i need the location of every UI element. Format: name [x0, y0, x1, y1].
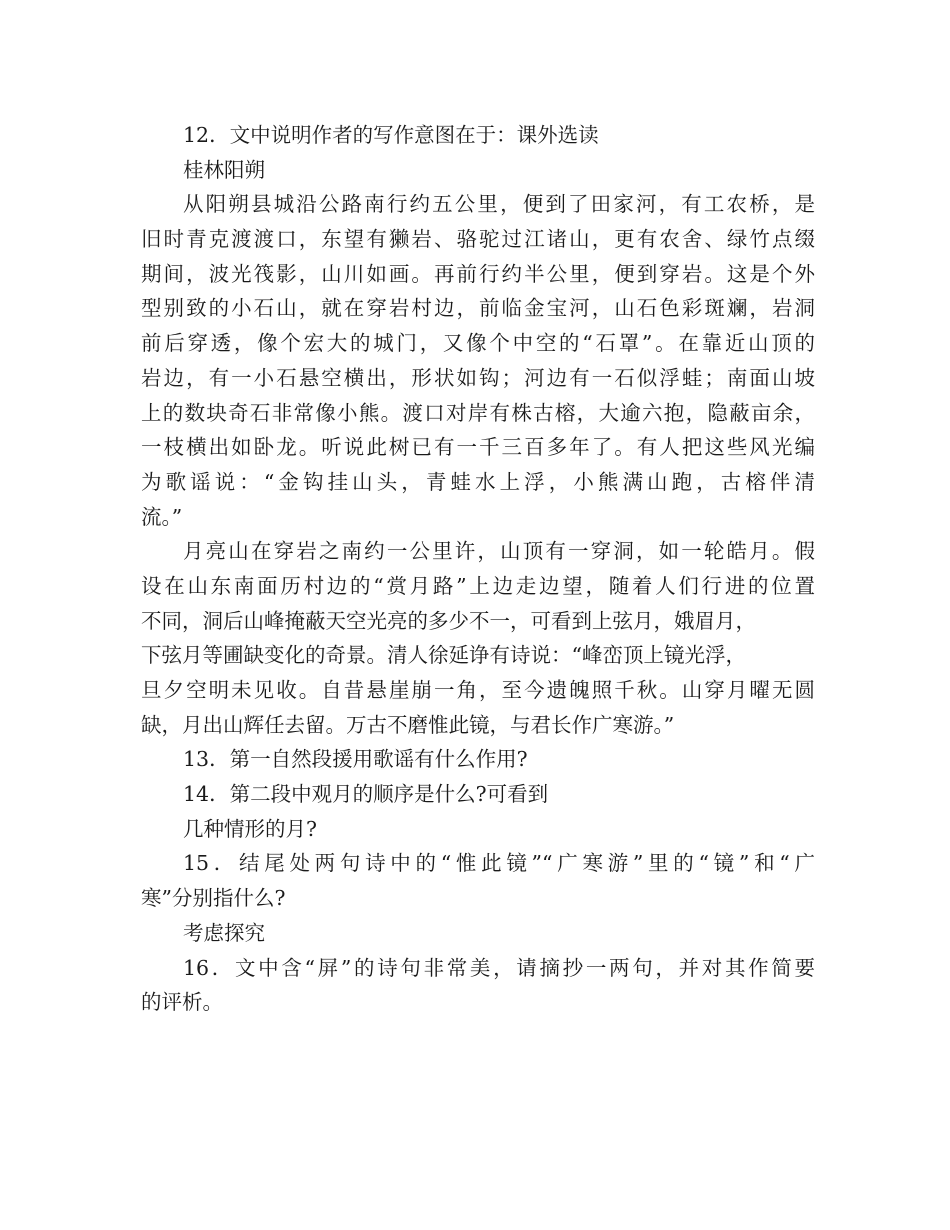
document-body — [141, 118, 815, 1020]
paragraph-1-line: 为歌谣说：“金钩挂山头，青蛙水上浮，小熊满山跑，古榕伴清 — [141, 469, 815, 494]
paragraph-2-line: 下弦月等圃缺变化的奇景。清人徐延诤有诗说：“峰峦顶上镜光浮， — [141, 643, 746, 668]
paragraph-2-line: 旦夕空明未见收。自昔悬崖崩一角，至今遗魄照千秋。山穿月曜无圆 — [141, 678, 815, 702]
paragraph-1-line: 期间，波光筏影，山川如画。再前行约半公里，便到穿岩。这是个外 — [141, 261, 815, 286]
paragraph-1-line: 旧时青克渡渡口，东望有獭岩、骆驼过江诸山，更有农舍、绿竹点缀 — [141, 227, 815, 252]
paragraph-1-line: 前后穿透，像个宏大的城门，又像个中空的“石罩”。在靠近山顶的 — [141, 331, 815, 356]
paragraph-2-line: 设在山东南面历村边的“赏月路”上边走边望，随着人们行进的位置 — [141, 573, 815, 598]
paragraph-2-line: 不同，洞后山峰掩蔽天空光亮的多少不一，可看到上弦月，娥眉月， — [141, 608, 756, 633]
question-16-continued: 的评析。 — [141, 990, 223, 1015]
paragraph-2-line: 月亮山在穿岩之南约一公里许，山顶有一穿洞，如一轮皓月。假 — [183, 539, 815, 564]
paragraph-1-line: 一枝横出如卧龙。听说此树已有一千三百多年了。有人把这些风光编 — [141, 435, 815, 460]
paragraph-2-line: 缺，月出山辉任去留。万古不磨惟此镜，与君长作广寒游。” — [141, 712, 675, 737]
question-14: 14．第二段中观月的顺序是什么?可看到 — [183, 782, 549, 807]
paragraph-1-line: 型别致的小石山，就在穿岩村边，前临金宝河，山石色彩斑斓，岩洞 — [141, 296, 815, 321]
paragraph-1-line: 上的数块奇石非常像小熊。渡口对岸有株古榕，大逾六抱，隐蔽亩余， — [141, 400, 815, 425]
paragraph-1-line: 流。” — [141, 504, 183, 529]
question-14-continued: 几种情形的月? — [183, 816, 317, 841]
question-16: 16．文中含“屏”的诗句非常美，请摘抄一两句，并对其作简要 — [183, 955, 815, 980]
question-13: 13．第一自然段援用歌谣有什么作用? — [183, 747, 528, 772]
passage-title: 桂林阳朔 — [183, 157, 265, 182]
question-12: 12．文中说明作者的写作意图在于：课外选读 — [183, 123, 599, 147]
question-15: 15．结尾处两句诗中的“惟此镜”“广寒游”里的“镜”和“广 — [183, 851, 815, 876]
section-heading: 考虑探究 — [183, 920, 265, 945]
paragraph-1-line: 岩边，有一小石悬空横出，形状如钩；河边有一石似浮蛙；南面山坡 — [141, 365, 815, 390]
paragraph-1-line: 从阳朔县城沿公路南行约五公里，便到了田家河，有工农桥，是 — [183, 192, 815, 217]
question-15-continued: 寒”分别指什么? — [141, 886, 286, 911]
